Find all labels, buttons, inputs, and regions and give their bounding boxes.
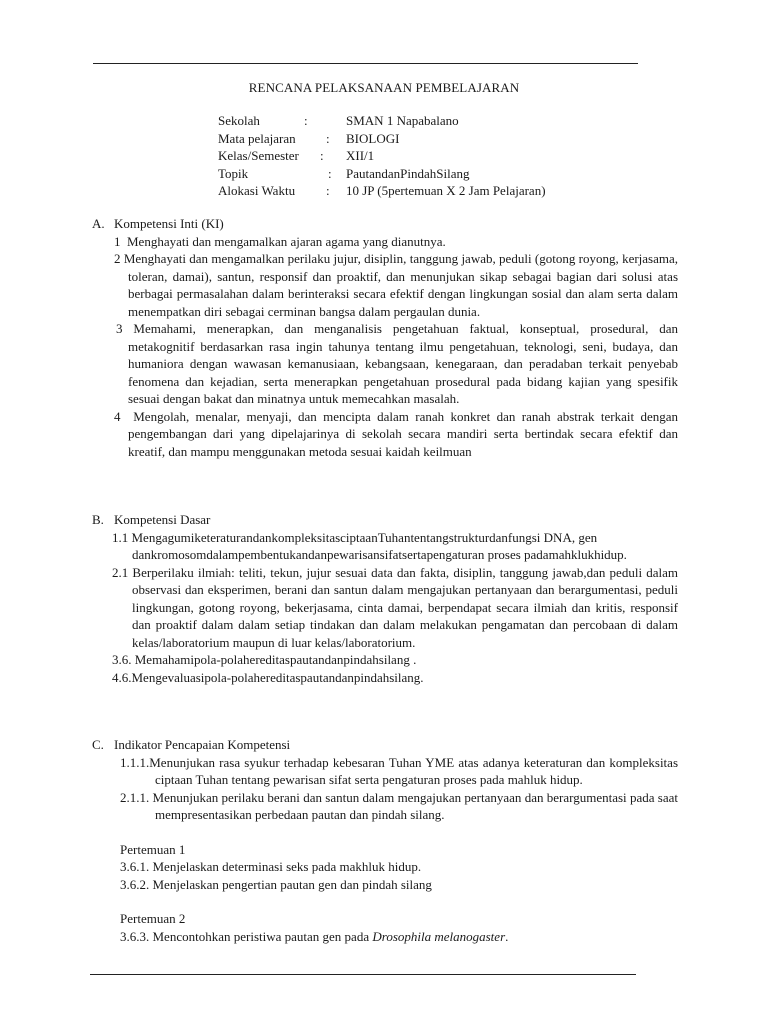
item-text: Menunjukan rasa syukur terhadap kebesaran Tuhan YME atas adanya keteraturan dan kompleksitas ciptaan Tuhan tentang pewarisan sifat serta pengaturan proses pada mahluk hidup. (149, 754, 678, 787)
list-item (92, 320, 678, 408)
section-heading (92, 736, 678, 754)
item-number: 1.1.1. (120, 754, 150, 770)
meeting-indicator (120, 928, 678, 946)
document-title: RENCANA PELAKSANAAN PEMBELAJARAN (248, 80, 520, 95)
item-text: Menghayati dan mengamalkan ajaran agama yang dianutnya. (127, 233, 446, 249)
info-value: PautandanPindahSilang (346, 165, 470, 181)
top-rule (93, 63, 638, 64)
section-basic-competence (92, 511, 678, 686)
meeting-label: Pertemuan 2 (120, 911, 186, 926)
info-table (218, 112, 638, 200)
bottom-rule (90, 974, 636, 975)
section-title: Indikator Pencapaian Kompetensi (114, 737, 291, 752)
list-item (92, 233, 678, 251)
item-text: Mengevaluasipola-polahereditaspautandanpindahsilang. (131, 669, 424, 685)
item-number: 2.1 (112, 564, 129, 580)
info-row-topic (218, 165, 638, 183)
info-colon: : (304, 113, 308, 128)
list-item (92, 754, 678, 789)
list-item (92, 789, 678, 824)
list-item (92, 564, 678, 652)
species-name: Drosophila melanogaster (372, 928, 506, 944)
item-number: 3 (116, 321, 123, 336)
list-item (92, 651, 678, 669)
item-number: 3.6. (112, 652, 132, 667)
info-value: BIOLOGI (346, 130, 400, 146)
item-text: Memahamipola-polahereditaspautandanpindahsilang . (134, 652, 417, 667)
info-label: Topik (218, 165, 249, 181)
item-number: 4 (114, 408, 121, 424)
indicator-suffix: . (505, 928, 509, 944)
info-label: Mata pelajaran (218, 130, 296, 146)
section-indicators (92, 736, 678, 945)
meeting-indicator: 3.6.1. Menjelaskan determinasi seks pada makhluk hidup. (120, 859, 422, 874)
info-value: XII/1 (346, 148, 375, 163)
item-text: Menghayati dan mengamalkan perilaku jujur, disiplin, tanggung jawab, peduli (gotong royong, kerjasama, toleran, damai), santun, responsif dan proaktif, dan menunjukan sikap sebagai bagian dari solusi atas berbagai permasalahan dalam berinteraksi secara efektif dengan lingkungan sosial dan alam serta dalam menempatkan diri sebagai cerminan bangsa dalam pergaulan dunia. (123, 251, 679, 319)
item-text: Memahami, menerapkan, dan menganalisis pengetahuan faktual, konseptual, prosedural, dan metakognitif berdasarkan rasa ingin tahunya tentang ilmu pengetahuan, teknologi, seni, budaya, dan humaniora dengan wawasan kemanusiaan, kebangsaan, kenegaraan, dan peradaban terkait penyebab fenomena dan kejadian, serta menerapkan pengetahuan prosedural pada bidang kajian yang spesifik sesuai dengan bakat dan minatnya untuk memecahkan masalah. (128, 321, 678, 406)
info-label: Alokasi Waktu (218, 183, 296, 198)
item-text: MengagumiketeraturandankompleksitasciptaanTuhantentangstrukturdanfungsi DNA, gen dankromosomdalampembentukandanpewarisansifatsertapengaturan proses padamahklukhidup. (131, 529, 627, 562)
section-title: Kompetensi Dasar (114, 512, 211, 527)
item-text: Berperilaku ilmiah: teliti, tekun, jujur sesuai data dan fakta, disiplin, tanggung jawab,dan peduli dalam observasi dan eksperimen, berani dan santun dalam mengajukan pertanyaan dan berargumentasi, peduli lingkungan, gotong royong, bekerjasama, cinta damai, berpendapat secara ilmiah dan kritis, responsif dan proaktif dalam dalam setiap tindakan dan dalam melakukan pengamatan dan percobaan di dalam kelas/laboratorium maupun di luar kelas/laboratorium. (132, 564, 678, 650)
section-letter: C. (92, 737, 104, 752)
item-number: 2.1.1. (120, 789, 150, 805)
info-colon: : (328, 165, 332, 181)
item-number: 1.1 (112, 529, 129, 545)
item-number: 2 (114, 251, 121, 266)
info-colon: : (326, 183, 330, 198)
info-colon: : (320, 148, 324, 163)
section-letter: A. (92, 216, 105, 231)
list-item (92, 669, 678, 687)
list-item (92, 529, 678, 564)
item-number: 4.6. (112, 669, 132, 685)
item-number: 1 (114, 233, 121, 249)
info-colon: : (326, 130, 330, 146)
info-value: SMAN 1 Napabalano (346, 113, 459, 128)
info-label: Kelas/Semester (218, 148, 299, 163)
list-item (92, 408, 678, 461)
meeting-label: Pertemuan 1 (120, 841, 186, 857)
indicator-text: 3.6.3. Mencontohkan peristiwa pautan gen pada (120, 928, 373, 944)
info-row-time (218, 182, 638, 200)
meeting-2 (92, 910, 678, 945)
section-heading (92, 511, 678, 529)
item-text: Menunjukan perilaku berani dan santun dalam mengajukan pertanyaan dan berargumentasi pada saat mempresentasikan perbedaan pautan dan pindah silang. (152, 789, 679, 822)
info-row-school (218, 112, 638, 130)
section-title: Kompetensi Inti (KI) (114, 216, 224, 231)
info-row-class (218, 147, 638, 165)
info-row-subject (218, 130, 638, 148)
meeting-indicator: 3.6.2. Menjelaskan pengertian pautan gen dan pindah silang (120, 876, 432, 892)
section-heading (92, 215, 678, 233)
info-label: Sekolah (218, 113, 260, 128)
section-letter: B. (92, 512, 104, 527)
meeting-1 (92, 841, 678, 894)
list-item (92, 250, 678, 320)
item-text: Mengolah, menalar, menyaji, dan mencipta dalam ranah konkret dan ranah abstrak terkait dengan pengembangan dari yang dipelajarinya di sekolah secara mandiri serta bertindak secara efektif dan kreatif, dan mampu menggunakan metoda sesuai kaidah keilmuan (128, 408, 678, 459)
info-value: 10 JP (5pertemuan X 2 Jam Pelajaran) (346, 183, 546, 198)
section-core-competence (92, 215, 678, 460)
